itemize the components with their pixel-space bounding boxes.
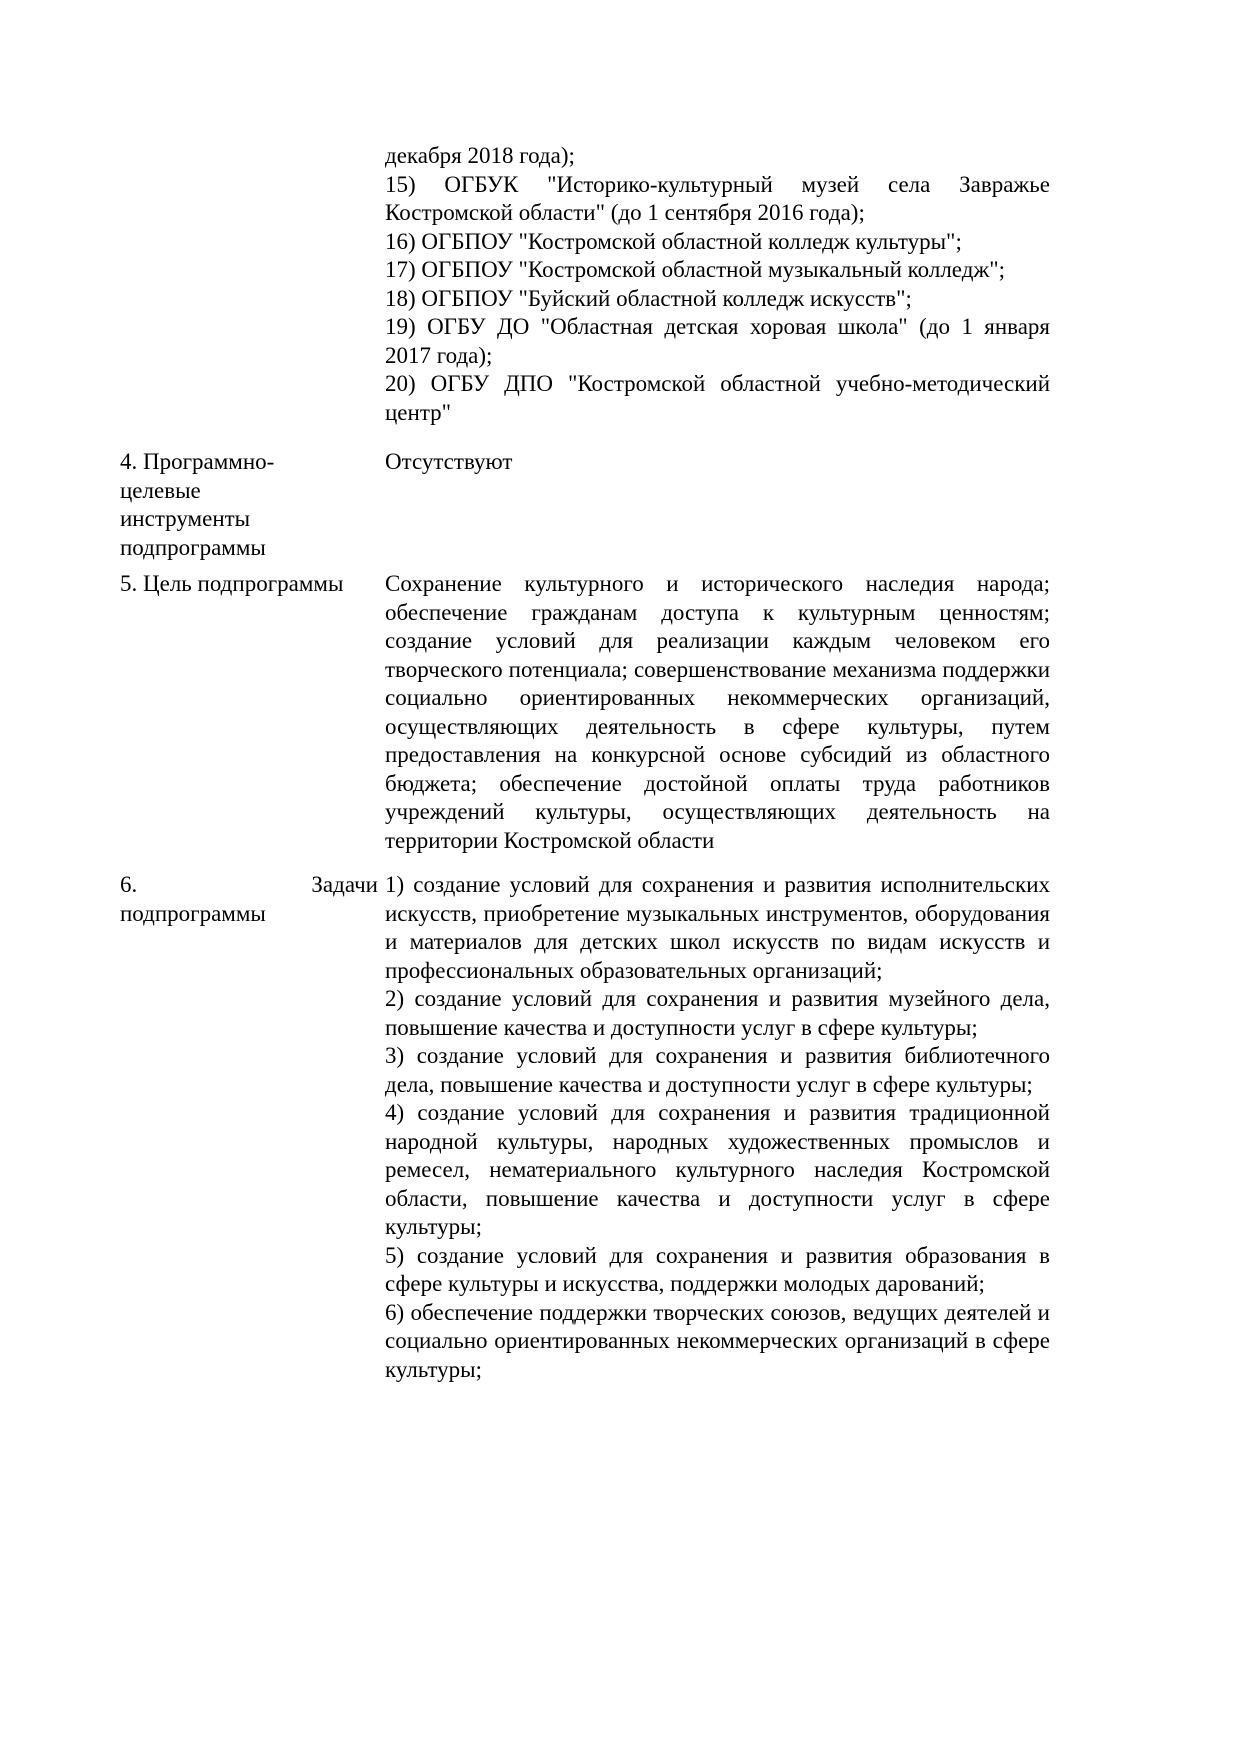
list-item: 1) создание условий для сохранения и развития исполнительских искусств, приобретение музыкальных инструментов, оборудования и материалов для детских школ искусств по видам искусств и профессиональных образовательных организаций;	[385, 872, 1050, 983]
section-6-label	[120, 871, 378, 928]
section-6-label-rest: подпрограммы	[120, 900, 266, 926]
section-6-content	[385, 871, 1050, 1384]
list-item: 6) обеспечение поддержки творческих союзов, ведущих деятелей и социально ориентированных некоммерческих организаций в сфере культуры;	[385, 1299, 1050, 1382]
list-item: 17) ОГБПОУ "Костромской областной музыкальный колледж";	[385, 257, 1006, 282]
section-6-word: Задачи	[311, 872, 378, 897]
list-item: 19) ОГБУ ДО "Областная детская хоровая школа" (до 1 января 2017 года);	[385, 314, 1050, 368]
section-5-content: Сохранение культурного и исторического наследия народа; обеспечение гражданам доступа к культурным ценностям; создание условий для реализации каждым человеком его творческого потенциала; совершенствование механизма поддержки социально ориентированных некоммерческих организаций, осуществляющих деятельность в сфере культуры, путем предоставления на конкурсной основе субсидий из областного бюджета; обеспечение достойной оплаты труда работников учреждений культуры, осуществляющих деятельность на территории Костромской области	[385, 571, 1050, 853]
list-item: 16) ОГБПОУ "Костромской областной колледж культуры";	[385, 228, 962, 254]
list-item: 20) ОГБУ ДПО "Костромской областной учебно-методический центр"	[385, 371, 1050, 425]
list-item: декабря 2018 года);	[385, 143, 575, 168]
list-item: 2) создание условий для сохранения и развития музейного дела, повышение качества и доступности услуг в сфере культуры;	[385, 986, 1050, 1040]
list-item: 15) ОГБУК "Историко-культурный музей села Завражье Костромской области" (до 1 сентября 2016 года);	[385, 171, 1050, 225]
list-item: 18) ОГБПОУ "Буйский областной колледж искусств";	[385, 285, 912, 311]
section-4-content: Отсутствуют	[385, 449, 513, 474]
section-6-label-line	[120, 871, 378, 900]
list-item: 4) создание условий для сохранения и развития традиционной народной культуры, народных художественных промыслов и ремесел, нематериального культурного наследия Костромской области, повышение качества и доступности услуг в сфере культуры;	[385, 1100, 1050, 1239]
section-4-label: 4. Программно-целевые инструменты подпрограммы	[120, 449, 275, 560]
list-item: 5) создание условий для сохранения и развития образования в сфере культуры и искусства, поддержки молодых дарований;	[385, 1242, 1050, 1296]
continuation-list	[385, 142, 1050, 427]
list-item: 3) создание условий для сохранения и развития библиотечного дела, повышение качества и доступности услуг в сфере культуры;	[385, 1043, 1050, 1097]
section-5-label: 5. Цель подпрограммы	[120, 571, 344, 596]
section-6-number: 6.	[120, 872, 138, 897]
